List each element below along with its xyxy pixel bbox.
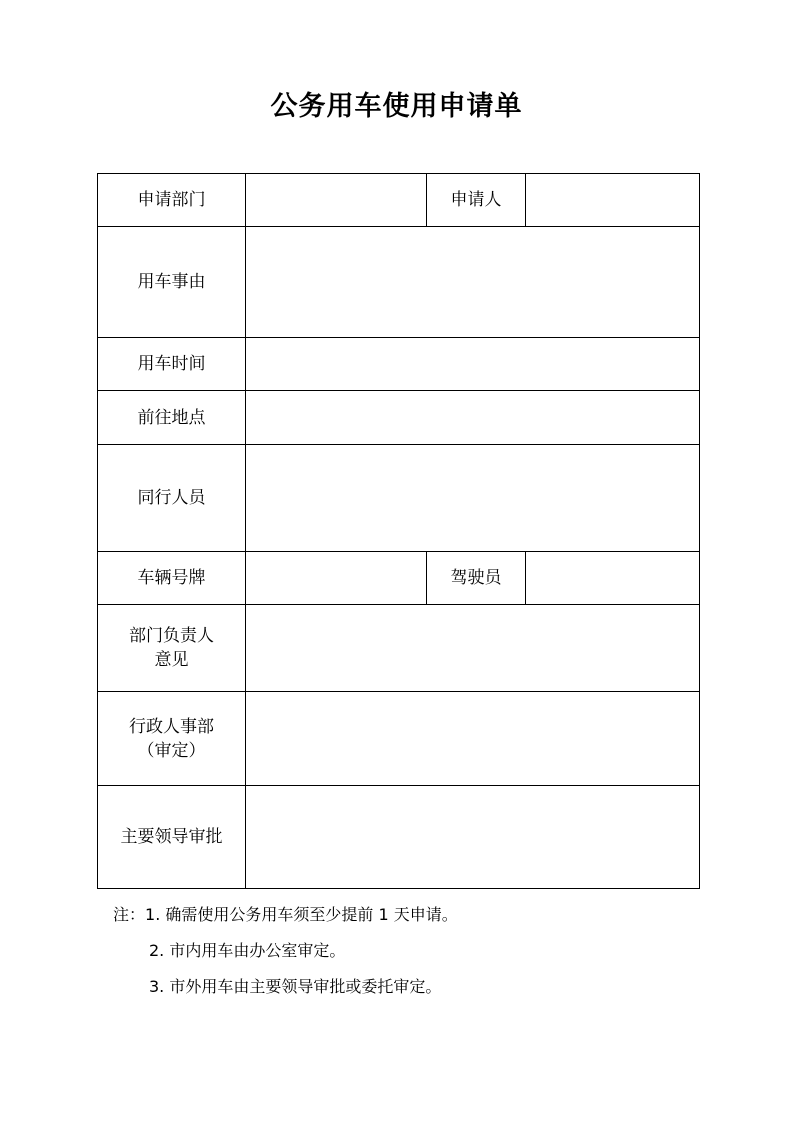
notes-prefix: 注：	[113, 905, 146, 924]
note-line-1	[113, 904, 458, 926]
reason-label: 用车事由	[98, 227, 246, 338]
admin-label	[98, 692, 246, 786]
row-dept-head	[98, 605, 700, 692]
dept-head-label-line2: 意见	[154, 650, 189, 670]
department-field[interactable]	[246, 174, 427, 227]
applicant-label: 申请人	[427, 174, 526, 227]
dept-head-field[interactable]	[246, 605, 700, 692]
destination-label: 前往地点	[98, 391, 246, 445]
time-label: 用车时间	[98, 338, 246, 391]
note-line-2	[149, 940, 345, 962]
row-admin	[98, 692, 700, 786]
department-label: 申请部门	[98, 174, 246, 227]
note-line-3	[149, 976, 441, 998]
destination-field[interactable]	[246, 391, 700, 445]
companions-label: 同行人员	[98, 445, 246, 552]
admin-label-line2: （审定）	[137, 740, 206, 761]
row-time	[98, 338, 700, 391]
row-destination	[98, 391, 700, 445]
leader-field[interactable]	[246, 786, 700, 889]
row-reason	[98, 227, 700, 338]
admin-field[interactable]	[246, 692, 700, 786]
dept-head-label	[98, 605, 246, 692]
time-field[interactable]	[246, 338, 700, 391]
driver-field[interactable]	[526, 552, 700, 605]
companions-field[interactable]	[246, 445, 700, 552]
form-title: 公务用车使用申请单	[270, 91, 523, 122]
reason-field[interactable]	[246, 227, 700, 338]
admin-label-line1: 行政人事部	[129, 716, 214, 737]
row-department	[98, 174, 700, 227]
row-leader	[98, 786, 700, 889]
applicant-field[interactable]	[526, 174, 700, 227]
leader-label: 主要领导审批	[98, 786, 246, 889]
row-companions	[98, 445, 700, 552]
note-item: 2. 市内用车由办公室审定。	[149, 941, 346, 960]
driver-label: 驾驶员	[427, 552, 526, 605]
plate-label: 车辆号牌	[98, 552, 246, 605]
plate-field[interactable]	[246, 552, 427, 605]
note-item: 3. 市外用车由主要领导审批或委托审定。	[149, 977, 442, 996]
dept-head-label-line1: 部门负责人	[129, 626, 214, 646]
application-form-table	[97, 173, 700, 889]
note-item: 1. 确需使用公务用车须至少提前 1 天申请。	[145, 905, 458, 924]
row-vehicle	[98, 552, 700, 605]
